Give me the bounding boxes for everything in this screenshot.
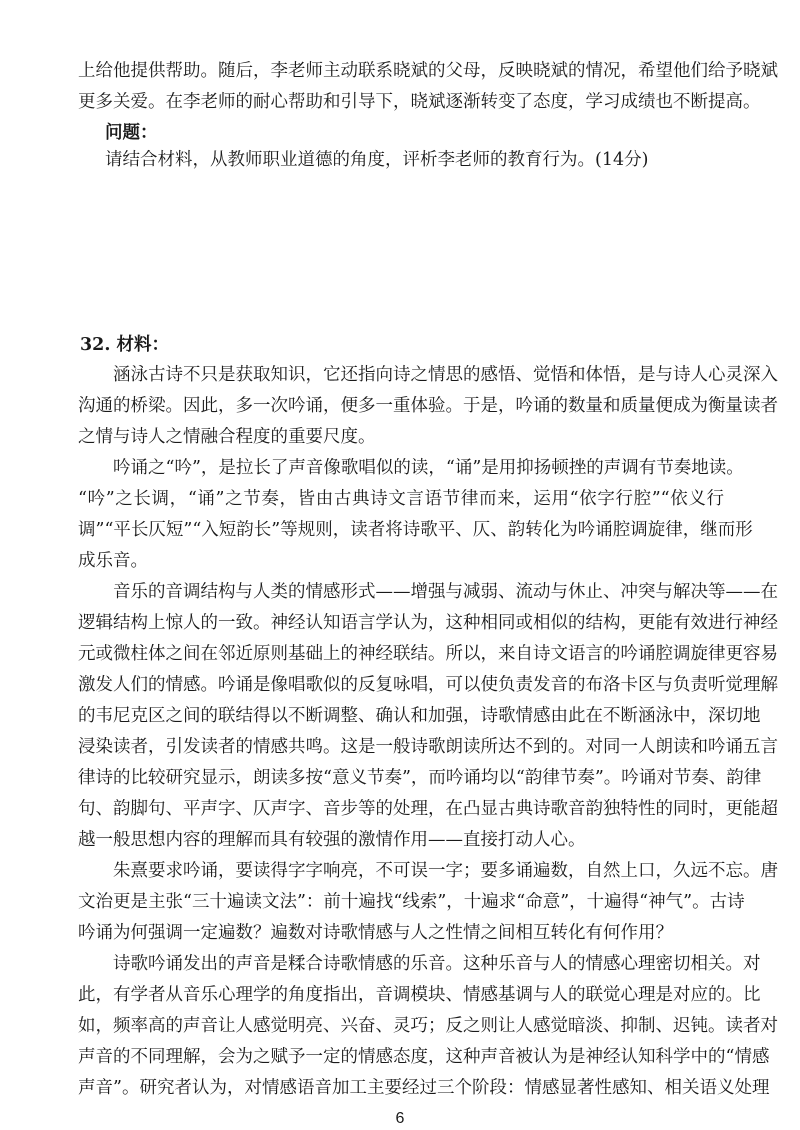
text-line: 越一般思想内容的理解而具有较强的激情作用——直接打动人心。 (78, 830, 586, 850)
text-line: 成乐音。 (78, 551, 148, 571)
text-line: 此，有学者从音乐心理学的角度指出，音调模块、情感基调与人的联觉心理是对应的。比 (78, 985, 761, 1005)
text-line: 的韦尼克区之间的联结得以不断调整、确认和加强，诗歌情感由此在不断涵泳中，深切地 (78, 706, 761, 726)
text-line: 音乐的音调结构与人类的情感形式——增强与减弱、流动与休止、冲突与解决等——在 (113, 582, 778, 602)
text-line: 沟通的桥梁。因此，多一次吟诵，便多一重体验。于是，吟诵的数量和质量便成为衡量读者 (78, 396, 778, 416)
text-line: 之情与诗人之情融合程度的重要尺度。 (78, 427, 376, 447)
text-line: 吟诵之“吟”，是拉长了声音像歌唱似的读，“诵”是用抑扬顿挫的声调有节奏地读。 (113, 458, 744, 478)
text-line: 朱熹要求吟诵，要读得字字响亮，不可误一字；要多诵遍数，自然上口，久远不忘。唐 (113, 861, 778, 881)
text-line: 如，频率高的声音让人感觉明亮、兴奋、灵巧；反之则让人感觉暗淡、抑制、迟钝。读者对 (78, 1016, 778, 1036)
text-line: 调”“平长仄短”“入短韵长”等规则，读者将诗歌平、仄、韵转化为吟诵腔调旋律，继而形 (78, 520, 753, 540)
question-text: 请结合材料，从教师职业道德的角度，评析李老师的教育行为。(14分) (105, 150, 649, 170)
text-line: “吟”之长调，“诵”之节奏，皆由古典诗文言语节律而来，运用“依字行腔”“依义行 (78, 489, 724, 509)
text-line: 上给他提供帮助。随后，李老师主动联系晓斌的父母，反映晓斌的情况，希望他们给予晓斌 (78, 61, 778, 81)
text-line: 逻辑结构上惊人的一致。神经认知语言学认为，这种相同或相似的结构，更能有效进行神经 (78, 613, 778, 633)
text-line: 句、韵脚句、平声字、仄声字、音步等的处理，在凸显古典诗歌音韵独特性的同时，更能超 (78, 799, 778, 819)
text-line: 声音的不同理解，会为之赋予一定的情感态度，这种声音被认为是神经认知科学中的“情感 (78, 1047, 770, 1067)
text-line: 激发人们的情感。吟诵是像唱歌似的反复咏唱，可以使负责发音的布洛卡区与负责听觉理解 (78, 675, 778, 695)
question-heading: 问题： (105, 123, 158, 143)
text-line: 元或微柱体之间在邻近原则基础上的神经联结。所以，来自诗文语言的吟诵腔调旋律更容易 (78, 644, 778, 664)
text-line: 声音”。研究者认为，对情感语音加工主要经过三个阶段：情感显著性感知、相关语义处理 (78, 1078, 770, 1098)
page-number: 6 (395, 1110, 405, 1127)
text-line: 浸染读者，引发读者的情感共鸣。这是一般诗歌朗读所达不到的。对同一人朗读和吟诵五言 (78, 737, 778, 757)
text-line: 吟诵为何强调一定遍数？遍数对诗歌情感与人之性情之间相互转化有何作用？ (78, 923, 673, 943)
text-line: 更多关爱。在李老师的耐心帮助和引导下，晓斌逐渐转变了态度，学习成绩也不断提高。 (78, 92, 761, 112)
text-line: 文治更是主张“三十遍读文法”：前十遍找“线索”，十遍求“命意”，十遍得“神气”。古诗 (78, 892, 745, 912)
text-line: 诗歌吟诵发出的声音是糅合诗歌情感的乐音。这种乐音与人的情感心理密切相关。对 (113, 954, 761, 974)
text-line: 律诗的比较研究显示，朗读多按“意义节奏”，而吟诵均以“韵律节奏”。吟诵对节奏、韵律 (78, 768, 762, 788)
text-line: 涵泳古诗不只是获取知识，它还指向诗之情思的感悟、觉悟和体悟，是与诗人心灵深入 (113, 365, 778, 385)
material-heading: 32. 材料： (80, 335, 170, 355)
